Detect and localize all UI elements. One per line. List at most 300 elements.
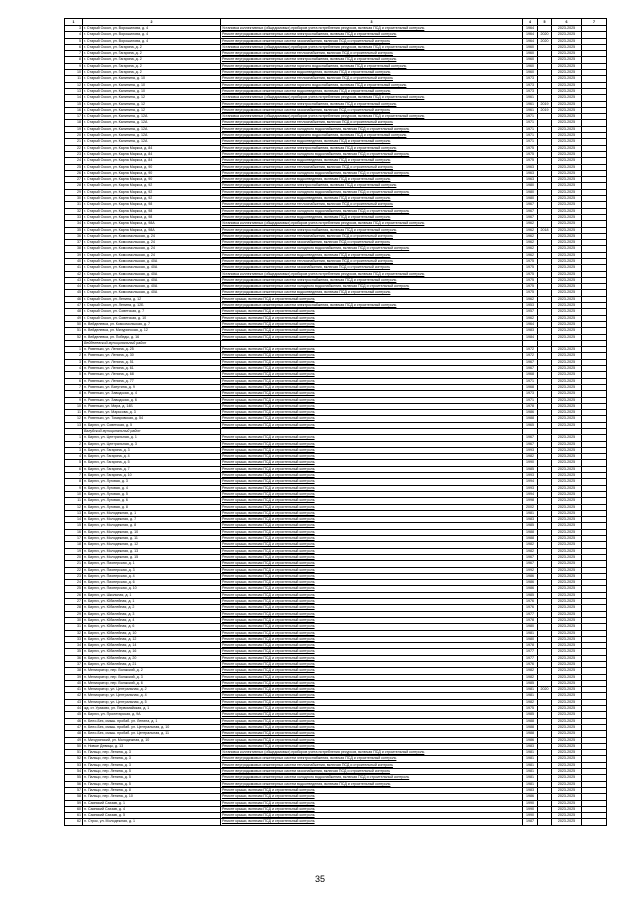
work-type-cell: Установка коллективных (общедомовых) приборов учета потребления ресурсов, включая ПСД и строительный контроль xyxy=(221,271,523,277)
plan-period-cell: 2023-2025 xyxy=(552,303,582,309)
work-type-cell: Ремонт крыши, включая ПСД и строительный контроль xyxy=(221,510,523,516)
address-cell: п. Бирюч, ул. Гагарина, д. 4 xyxy=(83,454,221,460)
row-number: 4 xyxy=(65,454,83,460)
plan-period-cell: 2023-2025 xyxy=(552,743,582,749)
work-type-cell: Ремонт крыши, включая ПСД и строительный контроль xyxy=(221,491,523,497)
address-cell: п. Бирюч, ул. Молодежная, д. 1 xyxy=(83,510,221,516)
row-number: 56 xyxy=(65,781,83,787)
address-cell: г. Старый Оскол, ул. Ленина, д. 12 xyxy=(83,296,221,302)
row-number: 20 xyxy=(65,133,83,139)
plan-period-cell: 2023-2025 xyxy=(552,403,582,409)
address-cell: п. Бирюч, ул. Луговая, д. 5 xyxy=(83,491,221,497)
work-type-cell: Ремонт внутридомовых инженерных систем водоотведения, включая ПСД и строительный контроль xyxy=(221,214,523,220)
address-cell: г. Старый Оскол, ул. Комсомольская, д. 40А xyxy=(83,290,221,296)
address-cell: г. Старый Оскол, ул. Калинина, д. 12А xyxy=(83,120,221,126)
work-type-cell: Ремонт внутридомовых инженерных систем холодного водоснабжения, включая ПСД и строительный контроль xyxy=(221,170,523,176)
year-cell: 1982 xyxy=(523,548,538,554)
row-number: 16 xyxy=(65,529,83,535)
work-type-cell: Ремонт крыши, включая ПСД и строительный контроль xyxy=(221,630,523,636)
work-type-cell: Ремонт крыши, включая ПСД и строительный контроль xyxy=(221,441,523,447)
address-cell: п. Пальцо, пер. Ленина, д. 8 xyxy=(83,787,221,793)
row-number: 5 xyxy=(65,372,83,378)
year-cell: 1986 xyxy=(523,573,538,579)
work-type-cell: Ремонт внутридомовых инженерных систем газоснабжения, включая ПСД и строительный контроль xyxy=(221,107,523,113)
row-number: 61 xyxy=(65,813,83,819)
table-row xyxy=(65,246,607,252)
work-type-cell: Ремонт крыши, включая ПСД и строительный контроль xyxy=(221,416,523,422)
plan-period-cell: 2023-2025 xyxy=(552,189,582,195)
work-type-cell: Ремонт крыши, включая ПСД и строительный контроль xyxy=(221,353,523,359)
plan-period-cell: 2023-2025 xyxy=(552,794,582,800)
address-cell: п. Бирюч, ул. Юбилейная, д. 12 xyxy=(83,636,221,642)
work-type-cell: Ремонт крыши, включая ПСД и строительный контроль xyxy=(221,334,523,340)
address-cell: п. Ровеньки, ул. Заводская, д. 4 xyxy=(83,391,221,397)
row-number: 6 xyxy=(65,378,83,384)
work-type-cell: Ремонт внутридомовых инженерных систем электроснабжения, включая ПСД и строительный контроль xyxy=(221,32,523,38)
row-number: 9 xyxy=(65,485,83,491)
year-cell: 1981 xyxy=(523,762,538,768)
address-cell: п. Мелиоратор, ул. Центральная, д. 2 xyxy=(83,687,221,693)
row-number: 42 xyxy=(65,693,83,699)
year-cell: 1961 xyxy=(523,107,538,113)
plan-period-cell: 2023-2025 xyxy=(552,674,582,680)
row-number: 17 xyxy=(65,536,83,542)
work-type-cell: Ремонт крыши, включая ПСД и строительный контроль xyxy=(221,787,523,793)
work-type-cell: Ремонт крыши, включая ПСД и строительный контроль xyxy=(221,315,523,321)
work-type-cell: Ремонт внутридомовых инженерных систем водоотведения, включая ПСД и строительный контроль xyxy=(221,70,523,76)
year-cell: 1975 xyxy=(523,145,538,151)
work-type-cell: Ремонт крыши, включая ПСД и строительный контроль xyxy=(221,517,523,523)
year-cell: 1998 xyxy=(523,498,538,504)
address-cell: г. Старый Оскол, ул. Комсомольская, д. 40А xyxy=(83,277,221,283)
address-cell: г. Старый Оскол, ул. Калинина, д. 10 xyxy=(83,88,221,94)
row-number: 38 xyxy=(65,246,83,252)
row-number: 46 xyxy=(65,296,83,302)
year-cell: 1975 xyxy=(523,158,538,164)
work-type-cell: Ремонт крыши, включая ПСД и строительный контроль xyxy=(221,592,523,598)
address-cell: г. Старый Оскол, ул. Карла Маркса, д. 98А xyxy=(83,221,221,227)
address-cell: г. Старый Оскол, ул. Карла Маркса, д. 98А xyxy=(83,227,221,233)
row-number: 58 xyxy=(65,794,83,800)
capital-repair-table xyxy=(64,18,607,826)
work-type-cell: Ремонт внутридомовых инженерных систем водоотведения, включая ПСД и строительный контроль xyxy=(221,196,523,202)
plan-period-cell: 2023-2025 xyxy=(552,145,582,151)
year-cell: 1963 xyxy=(523,164,538,170)
plan-period-cell: 2023-2025 xyxy=(552,372,582,378)
row-number: 13 xyxy=(65,510,83,516)
year-cell: 1960 xyxy=(523,44,538,50)
address-cell: г. Старый Оскол, ул. Гагарина, д. 2 xyxy=(83,57,221,63)
work-type-cell: Установка коллективных (общедомовых) приборов учета потребления ресурсов, включая ПСД и строительный контроль xyxy=(221,114,523,120)
year-cell: 1982 xyxy=(523,674,538,680)
work-type-cell: Ремонт крыши, включая ПСД и строительный контроль xyxy=(221,567,523,573)
address-cell: п. Бирюч, ул. Молодежная, д. 15 xyxy=(83,554,221,560)
year-cell: 1980 xyxy=(523,189,538,195)
address-cell: жд. ст. Уразово, ул. Первомайская, д. 1 xyxy=(83,706,221,712)
address-cell: п. Новые Девицы, д. 13 xyxy=(83,743,221,749)
row-number: 2 xyxy=(65,441,83,447)
year-cell: 1962 xyxy=(523,240,538,246)
work-type-cell: Ремонт крыши, включая ПСД и строительный контроль xyxy=(221,466,523,472)
work-type-cell: Ремонт внутридомовых инженерных систем электроснабжения, включая ПСД и строительный контроль xyxy=(221,101,523,107)
year-cell: 1990 xyxy=(523,806,538,812)
year-cell: 1975 xyxy=(523,271,538,277)
address-cell: п. Бело-Без, смыш. пробаб. ул. Ленина, д. 1 xyxy=(83,718,221,724)
address-cell: г. Старый Оскол, ул. Советская, д. 10 xyxy=(83,315,221,321)
plan-period-cell: 2023-2025 xyxy=(552,712,582,718)
row-number: 30 xyxy=(65,617,83,623)
row-number: 31 xyxy=(65,624,83,630)
plan-period-cell: 2023-2025 xyxy=(552,649,582,655)
row-number: 1 xyxy=(65,435,83,441)
plan-period-cell: 2023-2025 xyxy=(552,611,582,617)
repair-year-cell: 2020 xyxy=(538,687,552,693)
year-cell: 1993 xyxy=(523,473,538,479)
year-cell: 1982 xyxy=(523,454,538,460)
table-row xyxy=(65,265,607,271)
address-cell: г. Старый Оскол, ул. Карла Маркса, д. 98 xyxy=(83,202,221,208)
row-number: 38 xyxy=(65,668,83,674)
plan-period-cell: 2023-2025 xyxy=(552,592,582,598)
address-cell: г. Старый Оскол, ул. Ворошилова, д. 4 xyxy=(83,32,221,38)
address-cell: п. Бирюч, ул. Гагарина, д. 3 xyxy=(83,447,221,453)
work-type-cell: Ремонт внутридомовых инженерных систем теплоснабжения, включая ПСД и строительный контроль xyxy=(221,120,523,126)
address-cell: п. Бирюч, ул. Юбилейная, д. 20 xyxy=(83,655,221,661)
year-cell: 1993 xyxy=(523,447,538,453)
work-type-cell: Ремонт крыши, включая ПСД и строительный контроль xyxy=(221,296,523,302)
table-row xyxy=(65,233,607,239)
address-cell: г. Старый Оскол, ул. Комсомольская, д. 40А xyxy=(83,271,221,277)
year-cell: 1967 xyxy=(523,359,538,365)
year-cell: 1957 xyxy=(523,309,538,315)
work-type-cell: Ремонт крыши, включая ПСД и строительный контроль xyxy=(221,422,523,428)
work-type-cell: Ремонт внутридомовых инженерных систем водоотведения, включая ПСД и строительный контроль xyxy=(221,158,523,164)
year-cell: 1986 xyxy=(523,410,538,416)
plan-period-cell: 2023-2025 xyxy=(552,435,582,441)
table-row xyxy=(65,290,607,296)
year-cell: 1985 xyxy=(523,712,538,718)
year-cell: 1971 xyxy=(523,397,538,403)
row-number: 4 xyxy=(65,366,83,372)
address-cell: п. Ровеньки, ул. Томаровская, д. 54 xyxy=(83,416,221,422)
plan-period-cell: 2023-2025 xyxy=(552,498,582,504)
year-cell: 1981 xyxy=(523,781,538,787)
table-header-row xyxy=(65,19,607,26)
row-number: 17 xyxy=(65,114,83,120)
address-cell: г. Старый Оскол, ул. Калинина, д. 12 xyxy=(83,95,221,101)
work-type-cell: Ремонт внутридомовых инженерных систем теплоснабжения, включая ПСД и строительный контроль xyxy=(221,76,523,82)
year-cell: 1968 xyxy=(523,372,538,378)
year-cell: 1960 xyxy=(523,63,538,69)
year-cell: 1975 xyxy=(523,258,538,264)
year-cell: 1986 xyxy=(523,586,538,592)
plan-period-cell: 2023-2025 xyxy=(552,328,582,334)
work-type-cell: Ремонт крыши, включая ПСД и строительный контроль xyxy=(221,617,523,623)
work-type-cell: Ремонт крыши, включая ПСД и строительный контроль xyxy=(221,391,523,397)
address-cell: п. Мелиоратор, пер. Волжский, д. 6 xyxy=(83,680,221,686)
year-cell: 1988 xyxy=(523,416,538,422)
row-number: 3 xyxy=(65,447,83,453)
row-number: 34 xyxy=(65,643,83,649)
work-type-cell: Ремонт крыши, включая ПСД и строительный контроль xyxy=(221,485,523,491)
address-cell: г. Старый Оскол, ул. Калинина, д. 12 xyxy=(83,107,221,113)
work-type-cell: Ремонт внутридомовых инженерных систем горячего водоснабжения, включая ПСД и строительный контроль xyxy=(221,82,523,88)
row-number: 29 xyxy=(65,611,83,617)
column-header-3: 3 xyxy=(221,19,523,26)
work-type-cell: Ремонт крыши, включая ПСД и строительный контроль xyxy=(221,397,523,403)
row-number: 46 xyxy=(65,718,83,724)
work-type-cell: Ремонт крыши, включая ПСД и строительный контроль xyxy=(221,743,523,749)
row-number: 10 xyxy=(65,70,83,76)
address-cell: п. Ровеньки, ул. Ленина, д. 68 xyxy=(83,372,221,378)
year-cell: 1962 xyxy=(523,252,538,258)
year-cell: 1981 xyxy=(523,775,538,781)
year-cell: 1973 xyxy=(523,88,538,94)
work-type-cell: Ремонт крыши, включая ПСД и строительный контроль xyxy=(221,542,523,548)
row-number: 3 xyxy=(65,26,83,32)
address-cell: п. Бирюч, ул. Молодежная, д. 7 xyxy=(83,517,221,523)
row-number: 33 xyxy=(65,214,83,220)
table-row xyxy=(65,252,607,258)
year-cell: 1962 xyxy=(523,227,538,233)
table-row xyxy=(65,196,607,202)
address-cell: г. Старый Оскол, ул. Карла Маркса, д. 92 xyxy=(83,189,221,195)
row-number: 31 xyxy=(65,202,83,208)
work-type-cell: Ремонт внутридомовых инженерных систем водоотведения, включая ПСД и строительный контроль xyxy=(221,88,523,94)
table-row xyxy=(65,139,607,145)
plan-period-cell: 2023-2025 xyxy=(552,775,582,781)
address-cell: п. Мелиоратор, пер. Волжский, д. 3 xyxy=(83,674,221,680)
year-cell: 1983 xyxy=(523,517,538,523)
plan-period-cell: 2023-2025 xyxy=(552,164,582,170)
row-number: 34 xyxy=(65,221,83,227)
year-cell: 1975 xyxy=(523,284,538,290)
address-cell: п. Бирюч, ул. Школьная, д. 1 xyxy=(83,592,221,598)
work-type-cell: Ремонт крыши, включая ПСД и строительный контроль xyxy=(221,473,523,479)
row-number: 59 xyxy=(65,800,83,806)
row-number: 45 xyxy=(65,290,83,296)
address-cell: п. Бирюч, ул. Юбилейная, д. 21 xyxy=(83,661,221,667)
plan-period-cell: 2023-2025 xyxy=(552,624,582,630)
row-number: 2 xyxy=(65,353,83,359)
year-cell: 1975 xyxy=(523,265,538,271)
address-cell: п. Бирюч, ул. Юбилейная, д. 3 xyxy=(83,611,221,617)
work-type-cell: Установка коллективных (общедомовых) приборов учета потребления ресурсов, включая ПСД и строительный контроль xyxy=(221,221,523,227)
address-cell: п. Мичуринский, ул. Молодежная, д. 10 xyxy=(83,737,221,743)
work-type-cell: Ремонт внутридомовых инженерных систем газоснабжения, включая ПСД и строительный контроль xyxy=(221,38,523,44)
address-cell: п. Строк, ул. Молодежная, д. 1 xyxy=(83,819,221,825)
work-type-cell: Ремонт внутридомовых инженерных систем теплоснабжения, включая ПСД и строительный контроль xyxy=(221,233,523,239)
plan-period-cell: 2023-2025 xyxy=(552,271,582,277)
row-number: 14 xyxy=(65,95,83,101)
address-cell: г. Старый Оскол, ул. Карла Маркса, д. 92 xyxy=(83,183,221,189)
column-header-4: 4 xyxy=(523,19,538,26)
work-type-cell: Ремонт внутридомовых инженерных систем теплоснабжения, включая ПСД и строительный контроль xyxy=(221,51,523,57)
address-cell: г. Старый Оскол, ул. Карла Маркса, д. 98 xyxy=(83,208,221,214)
row-number: 44 xyxy=(65,706,83,712)
work-type-cell: Ремонт крыши, включая ПСД и строительный контроль xyxy=(221,687,523,693)
address-cell: г. Старый Оскол, ул. Калинина, д. 12А xyxy=(83,139,221,145)
row-number: 36 xyxy=(65,233,83,239)
plan-period-cell: 2023-2025 xyxy=(552,95,582,101)
work-type-cell: Ремонт внутридомовых инженерных систем холодного водоснабжения, включая ПСД и строительный контроль xyxy=(221,126,523,132)
row-number: 9 xyxy=(65,63,83,69)
year-cell: 1967 xyxy=(523,208,538,214)
plan-period-cell: 2023-2025 xyxy=(552,454,582,460)
plan-period-cell: 2023-2025 xyxy=(552,391,582,397)
address-cell: п. Бирюч, ул. Луговая, д. 8 xyxy=(83,504,221,510)
plan-period-cell: 2023-2025 xyxy=(552,706,582,712)
address-cell: г. Старый Оскол, ул. Гагарина, д. 2 xyxy=(83,51,221,57)
address-cell: п. Бирюч, ул. Юбилейная, д. 6 xyxy=(83,624,221,630)
address-cell: п. Саинский Сахзав, д. 4 xyxy=(83,806,221,812)
year-cell: 1961 xyxy=(523,101,538,107)
year-cell: 1972 xyxy=(523,353,538,359)
address-cell: Валуйский муниципальный район xyxy=(83,429,221,435)
work-type-cell: Ремонт крыши, включая ПСД и строительный контроль xyxy=(221,548,523,554)
row-number: 7 xyxy=(65,51,83,57)
plan-period-cell: 2023-2025 xyxy=(552,517,582,523)
year-cell: 1977 xyxy=(523,649,538,655)
address-cell: п. Бирюч, ул. Луговая, д. 6 xyxy=(83,498,221,504)
work-type-cell: Ремонт крыши, включая ПСД и строительный контроль xyxy=(221,800,523,806)
plan-period-cell: 2023-2025 xyxy=(552,126,582,132)
year-cell: 1973 xyxy=(523,76,538,82)
row-number: 4 xyxy=(65,32,83,38)
work-type-cell: Ремонт крыши, включая ПСД и строительный контроль xyxy=(221,693,523,699)
extra-cell xyxy=(582,819,607,825)
row-number: 28 xyxy=(65,183,83,189)
year-cell: 1968 xyxy=(523,384,538,390)
work-type-cell: Ремонт крыши, включая ПСД и строительный контроль xyxy=(221,523,523,529)
row-number: 47 xyxy=(65,303,83,309)
row-number: 55 xyxy=(65,775,83,781)
row-number: 9 xyxy=(65,397,83,403)
plan-period-cell: 2023-2025 xyxy=(552,479,582,485)
row-number: 39 xyxy=(65,252,83,258)
row-number: 41 xyxy=(65,265,83,271)
row-number: 24 xyxy=(65,158,83,164)
plan-period-cell: 2023-2025 xyxy=(552,554,582,560)
address-cell: п. Бирюч, ул. Молодежная, д. 13 xyxy=(83,548,221,554)
page-number: 35 xyxy=(314,874,325,884)
table-row xyxy=(65,32,607,38)
work-type-cell: Ремонт внутридомовых инженерных систем газоснабжения, включая ПСД и строительный контроль xyxy=(221,240,523,246)
work-type-cell: Ремонт крыши, включая ПСД и строительный контроль xyxy=(221,403,523,409)
year-cell: 1982 xyxy=(523,699,538,705)
work-type-cell: Ремонт внутридомовых инженерных систем электроснабжения, включая ПСД и строительный контроль xyxy=(221,277,523,283)
plan-period-cell: 2023-2025 xyxy=(552,687,582,693)
table-body xyxy=(65,26,607,826)
address-cell: г. Старый Оскол, ул. Комсомольская, д. 40А xyxy=(83,265,221,271)
row-number: 52 xyxy=(65,334,83,340)
plan-period-cell: 2023-2025 xyxy=(552,246,582,252)
address-cell: г. Старый Оскол, ул. Карла Маркса, д. 90 xyxy=(83,164,221,170)
plan-period-cell: 2023-2025 xyxy=(552,82,582,88)
address-cell: п. Пальцо, пер. Ленина, д. 10 xyxy=(83,794,221,800)
address-cell: п. Бирюч, ул. Центральная, д. 1 xyxy=(83,435,221,441)
repair-year-cell: 2020 xyxy=(538,38,552,44)
table-row xyxy=(65,189,607,195)
plan-period-cell: 2023-2025 xyxy=(552,523,582,529)
year-cell: 1967 xyxy=(523,441,538,447)
row-number: 23 xyxy=(65,151,83,157)
plan-period-cell: 2023-2025 xyxy=(552,699,582,705)
table-row xyxy=(65,271,607,277)
address-cell: п. Бирюч, ул. Юбилейная, д. 4 xyxy=(83,617,221,623)
row-number: 35 xyxy=(65,227,83,233)
year-cell: 1962 xyxy=(523,315,538,321)
plan-period-cell: 2023-2025 xyxy=(552,139,582,145)
table-row xyxy=(65,284,607,290)
row-number: 20 xyxy=(65,554,83,560)
plan-period-cell: 2023-2025 xyxy=(552,208,582,214)
plan-period-cell: 2023-2025 xyxy=(552,718,582,724)
table-row xyxy=(65,227,607,233)
address-cell: п. Пальцо, пер. Ленина, д. 5 xyxy=(83,781,221,787)
address-cell: п. Ровеньки, ул. Ленина, д. 77 xyxy=(83,378,221,384)
work-type-cell: Ремонт крыши, включая ПСД и строительный контроль xyxy=(221,328,523,334)
address-cell: г. Старый Оскол, ул. Карла Маркса, д. 84 xyxy=(83,145,221,151)
table-row xyxy=(65,133,607,139)
row-number: 50 xyxy=(65,321,83,327)
work-type-cell: Ремонт внутридомовых инженерных систем водоотведения, включая ПСД и строительный контроль xyxy=(221,290,523,296)
plan-period-cell: 2023-2025 xyxy=(552,466,582,472)
column-header-2: 2 xyxy=(83,19,221,26)
row-number: 23 xyxy=(65,573,83,579)
plan-period-cell: 2023-2025 xyxy=(552,441,582,447)
address-cell: п. Бирюч, ул. Советская, д. 5 xyxy=(83,422,221,428)
row-number: 26 xyxy=(65,170,83,176)
row-number: 5 xyxy=(65,38,83,44)
plan-period-cell: 2023-2025 xyxy=(552,76,582,82)
plan-period-cell: 2023-2025 xyxy=(552,57,582,63)
work-type-cell: Ремонт крыши, включая ПСД и строительный контроль xyxy=(221,806,523,812)
table-row xyxy=(65,221,607,227)
repair-year-cell: 2019 xyxy=(538,101,552,107)
address-cell: п. Бирюч, ул. Юбилейная, д. 14 xyxy=(83,643,221,649)
work-type-cell: Ремонт крыши, включая ПСД и строительный контроль xyxy=(221,460,523,466)
work-type-cell: Ремонт крыши, включая ПСД и строительный контроль xyxy=(221,699,523,705)
address-cell: п. Ровеньки, ул. Марксова, д. 3 xyxy=(83,410,221,416)
year-cell: 1977 xyxy=(523,655,538,661)
year-cell: 1971 xyxy=(523,139,538,145)
year-cell: 1953 xyxy=(523,303,538,309)
table-row xyxy=(65,258,607,264)
address-cell: г. Старый Оскол, ул. Калинина, д. 10 xyxy=(83,82,221,88)
address-cell: Вейделевский муниципальный район xyxy=(83,340,221,346)
table-row xyxy=(65,170,607,176)
address-cell: г. Старый Оскол, ул. Комсомольская, д. 24 xyxy=(83,246,221,252)
year-cell: 1978 xyxy=(523,643,538,649)
work-type-cell: Ремонт внутридомовых инженерных систем водоотведения, включая ПСД и строительный контроль xyxy=(221,177,523,183)
row-number: 47 xyxy=(65,724,83,730)
plan-period-cell: 2023-2025 xyxy=(552,573,582,579)
address-cell: г. Старый Оскол, ул. Комсомольская, д. 24 xyxy=(83,233,221,239)
row-number: 62 xyxy=(65,819,83,825)
address-cell: п. Вейделевка, ул. Комсомольская, д. 7 xyxy=(83,321,221,327)
work-type-cell: Ремонт крыши, включая ПСД и строительный контроль xyxy=(221,454,523,460)
row-number: 15 xyxy=(65,523,83,529)
plan-period-cell: 2023-2025 xyxy=(552,586,582,592)
work-type-cell: Ремонт внутридомовых инженерных систем теплоснабжения, включая ПСД и строительный контроль xyxy=(221,164,523,170)
work-type-cell: Ремонт крыши, включая ПСД и строительный контроль xyxy=(221,624,523,630)
address-cell: п. Бирюч, ул. Гагарина, д. 10 xyxy=(83,473,221,479)
row-number: 6 xyxy=(65,44,83,50)
row-number: 7 xyxy=(65,473,83,479)
work-type-cell: Ремонт крыши, включая ПСД и строительный контроль xyxy=(221,580,523,586)
plan-period-cell: 2023-2025 xyxy=(552,378,582,384)
